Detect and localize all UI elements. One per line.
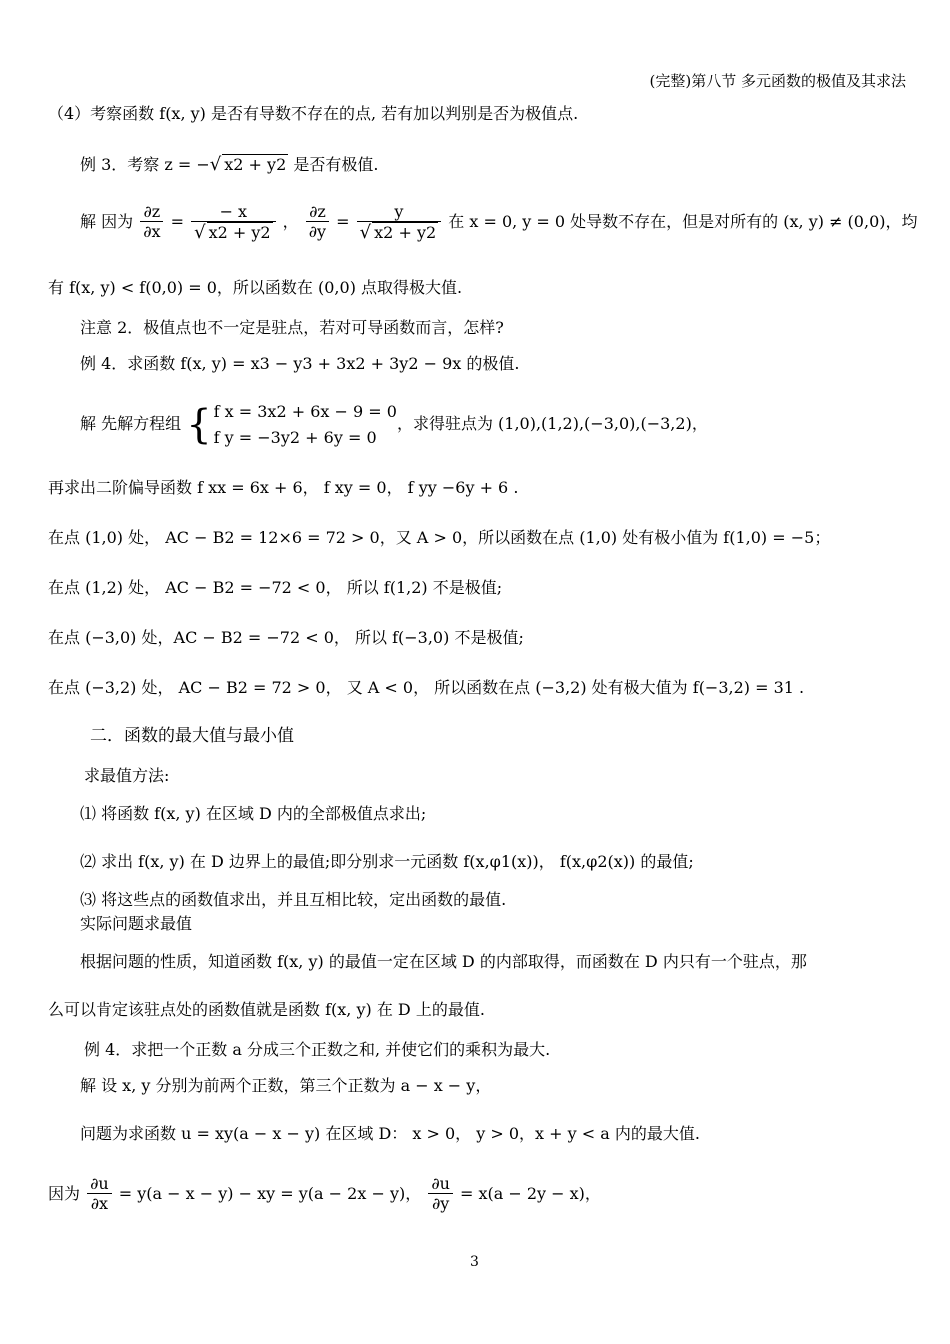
sol4-text-b: ，求得驻点为 (1,0),(1,2),(−3,0),(−3,2)， xyxy=(396,414,708,433)
sol3-text-b: 在 x = 0, y = 0 处导数不存在，但是对所有的 (x, y) ≠ (0,0)，均 xyxy=(448,212,918,231)
text-line: 在点 (1,2) 处， AC − B2 = −72 < 0， 所以 f(1,2) 不是极值; xyxy=(48,578,503,597)
fraction xyxy=(191,203,275,243)
list-item: ⑶ 将这些点的函数值求出，并且互相比较，定出函数的最值. xyxy=(80,890,507,909)
numerator: ∂u xyxy=(87,1175,112,1194)
list-item: ⑵ 求出 f(x, y) 在 D 边界上的最值;即分别求一元函数 f(x,φ1(x))， f(x,φ2(x)) 的最值; xyxy=(80,852,694,871)
subheading: 实际问题求最值 xyxy=(80,914,193,933)
text-line: （4）考察函数 f(x, y) 是否有导数不存在的点, 若有加以判别是否为极值点. xyxy=(48,104,579,123)
example-3 xyxy=(80,154,378,175)
text-line: 求最值方法: xyxy=(84,766,170,785)
page-number: 3 xyxy=(470,1254,479,1270)
text-line: 在点 (−3,2) 处， AC − B2 = 72 > 0， 又 A < 0， 所以函数在点 (−3,2) 处有极大值为 f(−3,2) = 31 . xyxy=(48,678,805,697)
partial-derivatives xyxy=(48,1172,601,1216)
text-a: 因为 xyxy=(48,1184,86,1203)
fraction xyxy=(428,1175,453,1214)
fraction xyxy=(306,203,329,242)
fraction xyxy=(140,203,163,242)
denominator: ∂x xyxy=(90,1194,109,1213)
section-heading: 二．函数的最大值与最小值 xyxy=(90,726,294,746)
text-line: 问题为求函数 u = xy(a − x − y) 在区域 D： x > 0， y > 0，x + y < a 内的最大值. xyxy=(80,1124,700,1143)
example-4: 例 4．求函数 f(x, y) = x3 − y3 + 3x2 + 3y2 − 9x 的极值. xyxy=(80,354,520,373)
ex3-text-a: 例 3．考察 z = − xyxy=(80,155,210,174)
list-item: ⑴ 将函数 f(x, y) 在区域 D 内的全部极值点求出; xyxy=(80,804,427,823)
denominator: ∂x xyxy=(143,222,161,241)
numerator: y xyxy=(357,203,441,222)
solution-4 xyxy=(80,396,708,452)
text-line: 解 设 x, y 分别为前两个正数，第三个正数为 a − x − y， xyxy=(80,1076,492,1095)
solution-3 xyxy=(80,200,918,244)
comma: ， xyxy=(282,212,299,231)
text-line: 在点 (1,0) 处， AC − B2 = 12×6 = 72 > 0，又 A > 0，所以函数在点 (1,0) 处有极小值为 f(1,0) = −5； xyxy=(48,528,831,547)
equation-system xyxy=(214,399,397,451)
sol3-text-a: 解 因为 xyxy=(80,212,139,231)
denominator: √ x2 + y2 xyxy=(359,221,437,243)
note-2: 注意 2．极值点也不一定是驻点，若对可导函数而言，怎样? xyxy=(80,318,504,337)
example-4b: 例 4．求把一个正数 a 分成三个正数之和, 并使它们的乘积为最大. xyxy=(84,1040,551,1059)
page-header: (完整)第八节 多元函数的极值及其求法 xyxy=(649,72,906,90)
numerator: − x xyxy=(191,203,275,222)
ex3-text-b: 是否有极值. xyxy=(288,155,379,174)
numerator: ∂z xyxy=(306,203,329,222)
text-b: = y(a − x − y) − xy = y(a − 2x − y)， xyxy=(118,1184,427,1203)
radical-sign: √ xyxy=(209,154,222,175)
fraction xyxy=(87,1175,112,1214)
numerator: ∂z xyxy=(140,203,163,222)
equation: f y = −3y2 + 6y = 0 xyxy=(213,427,377,447)
text-line: 么可以肯定该驻点处的函数值就是函数 f(x, y) 在 D 上的最值. xyxy=(48,1000,485,1019)
denominator: ∂y xyxy=(308,222,327,241)
text-line: 有 f(x, y) < f(0,0) = 0，所以函数在 (0,0) 点取得极大值. xyxy=(48,278,463,297)
equation: f x = 3x2 + 6x − 9 = 0 xyxy=(213,401,397,421)
text-c: = x(a − 2y − x)， xyxy=(459,1184,601,1203)
equals: = xyxy=(336,212,355,231)
fraction xyxy=(357,203,441,243)
equals: = xyxy=(170,212,190,231)
denominator: √ x2 + y2 xyxy=(194,221,271,243)
denominator: ∂y xyxy=(431,1194,450,1213)
text-line: 在点 (−3,0) 处，AC − B2 = −72 < 0， 所以 f(−3,0) 不是极值; xyxy=(48,628,524,647)
text-line: 再求出二阶偏导函数 f xx = 6x + 6， f xy = 0， f yy −6y + 6 . xyxy=(48,478,519,497)
ex3-radicand: x2 + y2 xyxy=(224,155,287,174)
numerator: ∂u xyxy=(428,1175,453,1194)
text-line: 根据问题的性质，知道函数 f(x, y) 的最值一定在区域 D 的内部取得，而函数在 D 内只有一个驻点，那 xyxy=(80,952,807,971)
brace-icon: { xyxy=(186,401,212,448)
sol4-text-a: 解 先解方程组 xyxy=(80,414,187,433)
